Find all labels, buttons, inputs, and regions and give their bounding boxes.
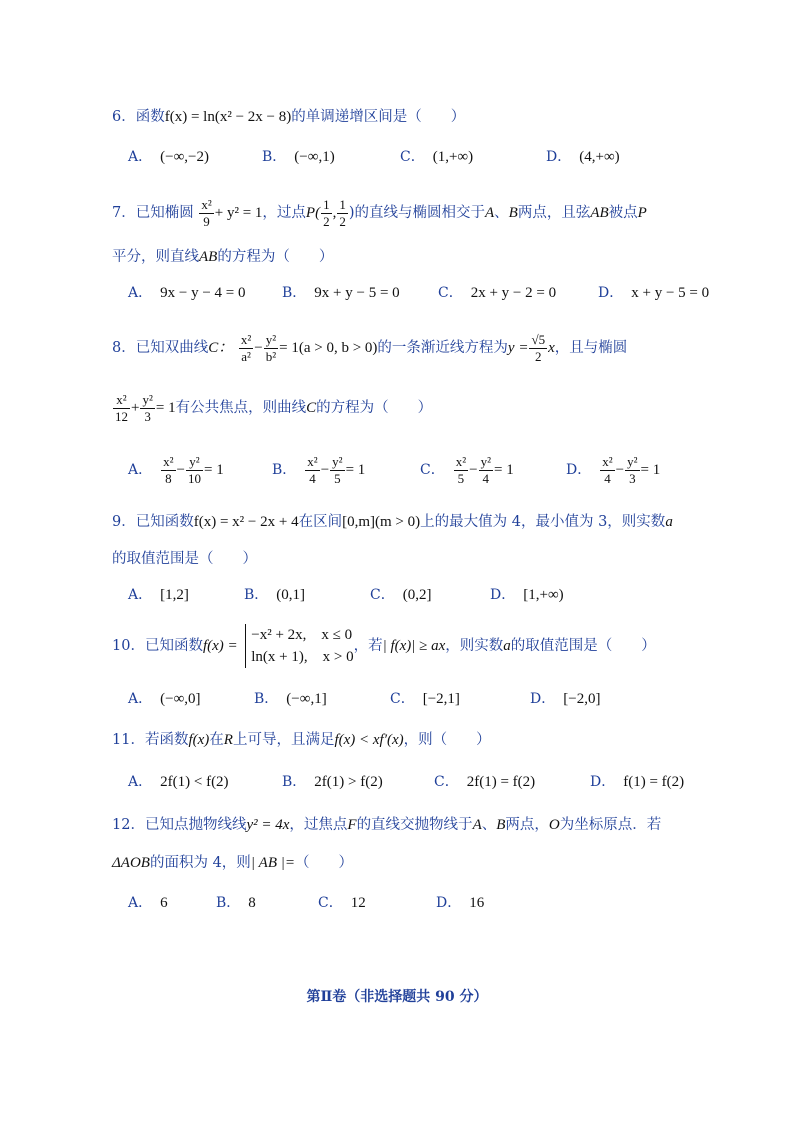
section-heading: 第Ⅱ卷（非选择题共 90 分） (306, 989, 488, 1005)
q11-option-b[interactable]: B． 2f(1) > f(2) (282, 774, 383, 790)
q8-option-c[interactable]: C． $\frac{\text{x²}}{5}$ − $\frac{\text{y²}}{4}$ = 1 (420, 453, 514, 486)
q6-formula: f(x) = ln(x² − 2x − 8) (164, 109, 292, 125)
q10-stem: 10．已知函数f(x) = −x² + 2x, x ≤ 0 ln(x + 1), x > 0 ，若| f(x)| ≥ ax，则实数a的取值范围是（ ） (112, 624, 656, 668)
q8-stem: 8．已知双曲线C： $\frac{\text{x²}}{\text{a²}}$ − $\frac{\text{y²}}{\text{b²}}$ = 1(a > 0, b > 0)的一条渐近线方程为y = $\frac{√5}{2}$ x，且与椭圆 (112, 331, 628, 364)
q7-option-d[interactable]: D． x + y − 5 = 0 (598, 285, 710, 301)
q9-stem-line2: 的取值范围是（ ） (112, 551, 257, 567)
q12-stem-line2: ΔAOB的面积为 4，则| AB |=（ ） (112, 855, 354, 871)
q10-option-c[interactable]: C． [−2,1] (390, 691, 460, 707)
q7-stem: 7．已知椭圆 $\frac{\text{x²}}{9}$ + y² = 1，过点P( $\frac{1}{2}$ , $\frac{1}{2}$ )的直线与椭圆相交于A、B两点，且弦AB被点P (112, 196, 647, 229)
q6-stem: 6．函数f(x) = ln(x² − 2x − 8)的单调递增区间是（ ） (112, 109, 466, 125)
q9-option-c[interactable]: C． (0,2] (370, 587, 432, 603)
q8-option-a[interactable]: A． $\frac{\text{x²}}{8}$ − $\frac{\text{y²}}{10}$ = 1 (128, 453, 224, 486)
q9-stem: 9．已知函数f(x) = x² − 2x + 4在区间[0,m](m > 0)上的最大值为 4，最小值为 3，则实数a (112, 514, 673, 530)
q8-option-b[interactable]: B． $\frac{\text{x²}}{4}$ − $\frac{\text{y²}}{5}$ = 1 (272, 453, 366, 486)
q12-option-d[interactable]: D． 16 (436, 895, 485, 911)
q9-option-d[interactable]: D． [1,+∞) (490, 587, 564, 603)
q9-option-b[interactable]: B． (0,1] (244, 587, 306, 603)
q10-piecewise: −x² + 2x, x ≤ 0 ln(x + 1), x > 0 (245, 624, 353, 668)
q10-option-b[interactable]: B． (−∞,1] (254, 691, 327, 707)
q8-option-d[interactable]: D． $\frac{\text{x²}}{4}$ − $\frac{\text{y²}}{3}$ = 1 (566, 453, 661, 486)
q7-option-c[interactable]: C． 2x + y − 2 = 0 (438, 285, 557, 301)
q12-option-c[interactable]: C． 12 (318, 895, 366, 911)
q11-option-c[interactable]: C． 2f(1) = f(2) (434, 774, 536, 790)
q9-option-a[interactable]: A． [1,2] (128, 587, 189, 603)
q7-ellipse-fraction: $\frac{\text{x²}}{9}$ (201, 196, 212, 229)
q7-option-a[interactable]: A． 9x − y − 4 = 0 (128, 285, 246, 301)
q12-option-a[interactable]: A． 6 (128, 895, 168, 911)
q11-option-a[interactable]: A． 2f(1) < f(2) (128, 774, 229, 790)
q10-option-d[interactable]: D． [−2,0] (530, 691, 601, 707)
q6-option-b[interactable]: B． (−∞,1) (262, 149, 335, 165)
q6-option-a[interactable]: A． (−∞,−2) (128, 149, 209, 165)
q7-stem-line2: 平分，则直线AB的方程为（ ） (112, 249, 334, 265)
q8-stem-line2: $\frac{\text{x²}}{12}$ + $\frac{\text{y²}}{3}$ = 1有公共焦点，则曲线C的方程为（ ） (115, 391, 433, 424)
q12-option-b[interactable]: B． 8 (216, 895, 256, 911)
q7-option-b[interactable]: B． 9x + y − 5 = 0 (282, 285, 400, 301)
q11-stem: 11．若函数f(x)在R上可导，且满足f(x) < xf′(x)，则（ ） (112, 732, 491, 748)
q6-option-d[interactable]: D． (4,+∞) (546, 149, 620, 165)
q6-option-c[interactable]: C． (1,+∞) (400, 149, 474, 165)
q11-option-d[interactable]: D． f(1) = f(2) (590, 774, 685, 790)
q10-option-a[interactable]: A． (−∞,0] (128, 691, 201, 707)
q12-stem: 12．已知点抛物线线y² = 4x，过焦点F的直线交抛物线于A、B两点，O为坐标原点．若 (112, 817, 662, 833)
